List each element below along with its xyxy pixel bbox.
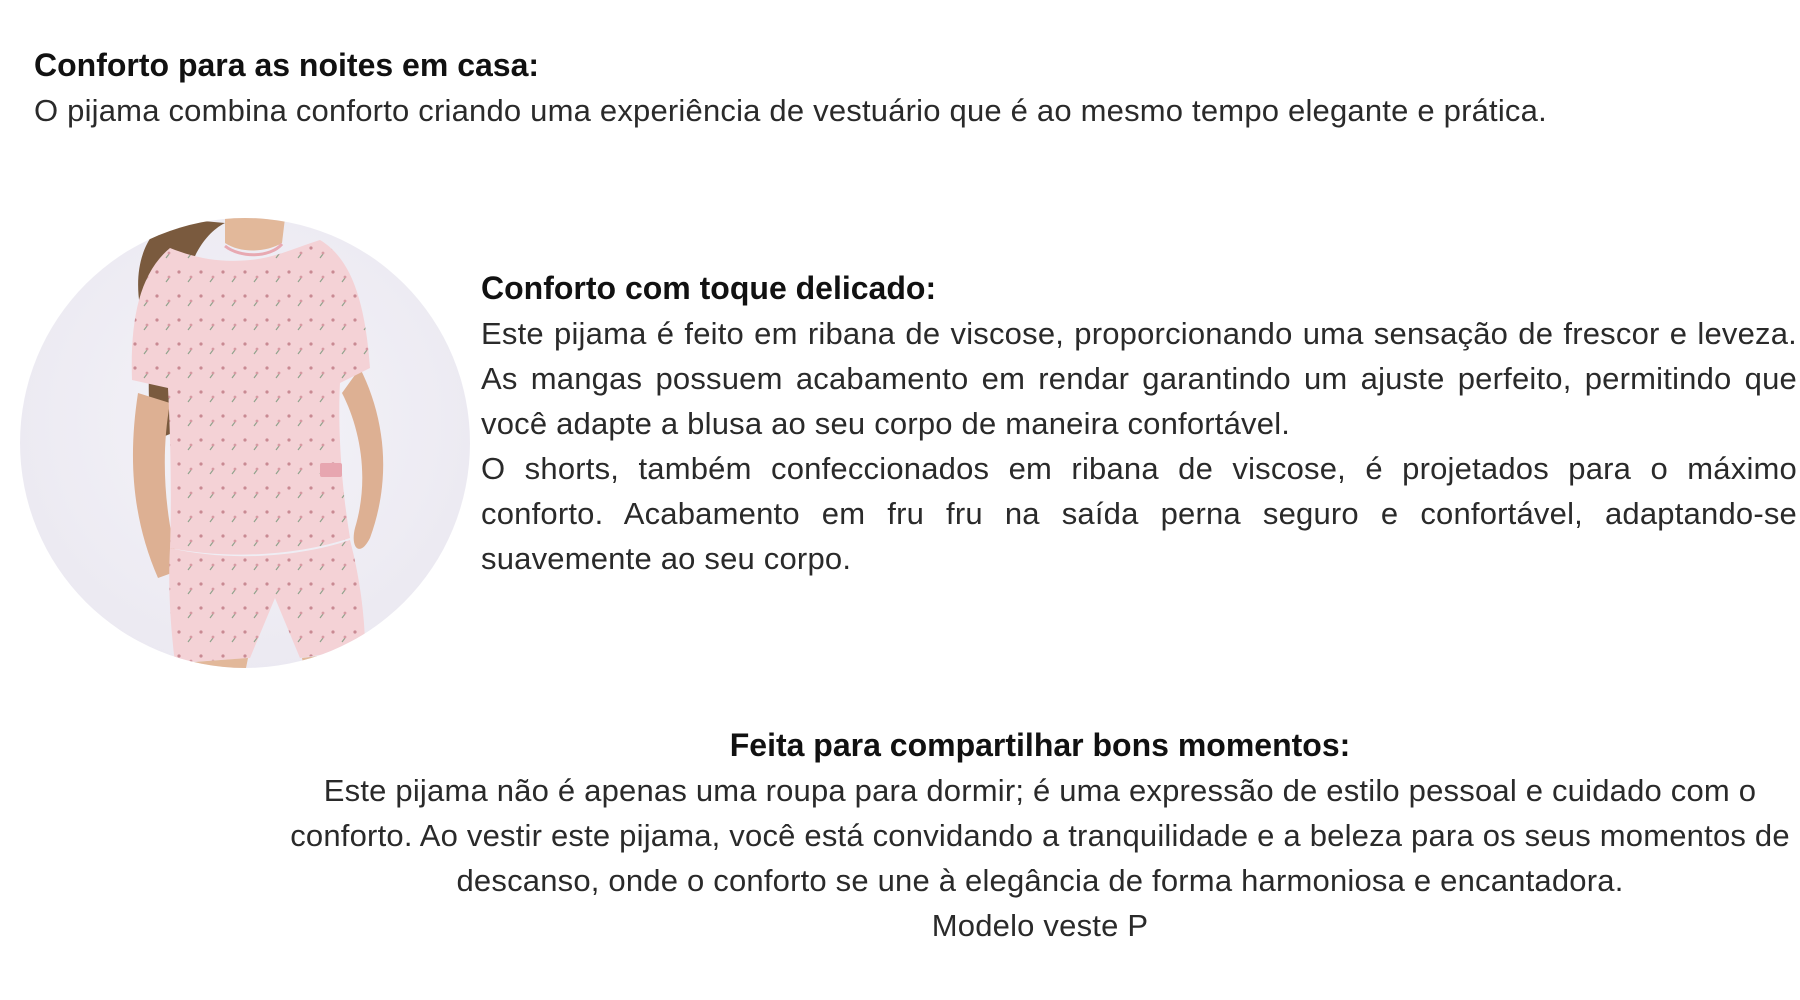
- product-section: [481, 265, 1797, 581]
- product-photo: [20, 218, 470, 668]
- intro-text: O pijama combina conforto criando uma experiência de vestuário que é ao mesmo tempo elegante e prática.: [34, 93, 1547, 128]
- product-paragraph-2: O shorts, também confeccionados em ribana de viscose, é projetados para o máximo conforto. Acabamento em fru fru na saída perna seguro e confortável, adaptando-se suavemente ao seu corpo.: [481, 451, 1797, 576]
- intro-section: [34, 42, 1774, 133]
- intro-heading: Conforto para as noites em casa:: [34, 47, 540, 83]
- moments-text: Este pijama não é apenas uma roupa para dormir; é uma expressão de estilo pessoal e cuidado com o conforto. Ao vestir este pijama, você está convidando a tranquilidade e a beleza para os seus momentos de descanso, onde o conforto se une à elegância de forma harmoniosa e encantadora.: [290, 773, 1790, 898]
- product-paragraph-1: Este pijama é feito em ribana de viscose, proporcionando uma sensação de frescor e leveza. As mangas possuem acabamento em rendar garantindo um ajuste perfeito, permitindo que você adapte a blusa ao seu corpo de maneira confortável.: [481, 316, 1797, 441]
- moments-section: [280, 722, 1800, 948]
- model-size-note: Modelo veste P: [931, 908, 1149, 943]
- pajama-illustration: [20, 218, 470, 668]
- moments-heading: Feita para compartilhar bons momentos:: [729, 727, 1351, 763]
- product-heading: Conforto com toque delicado:: [481, 270, 937, 306]
